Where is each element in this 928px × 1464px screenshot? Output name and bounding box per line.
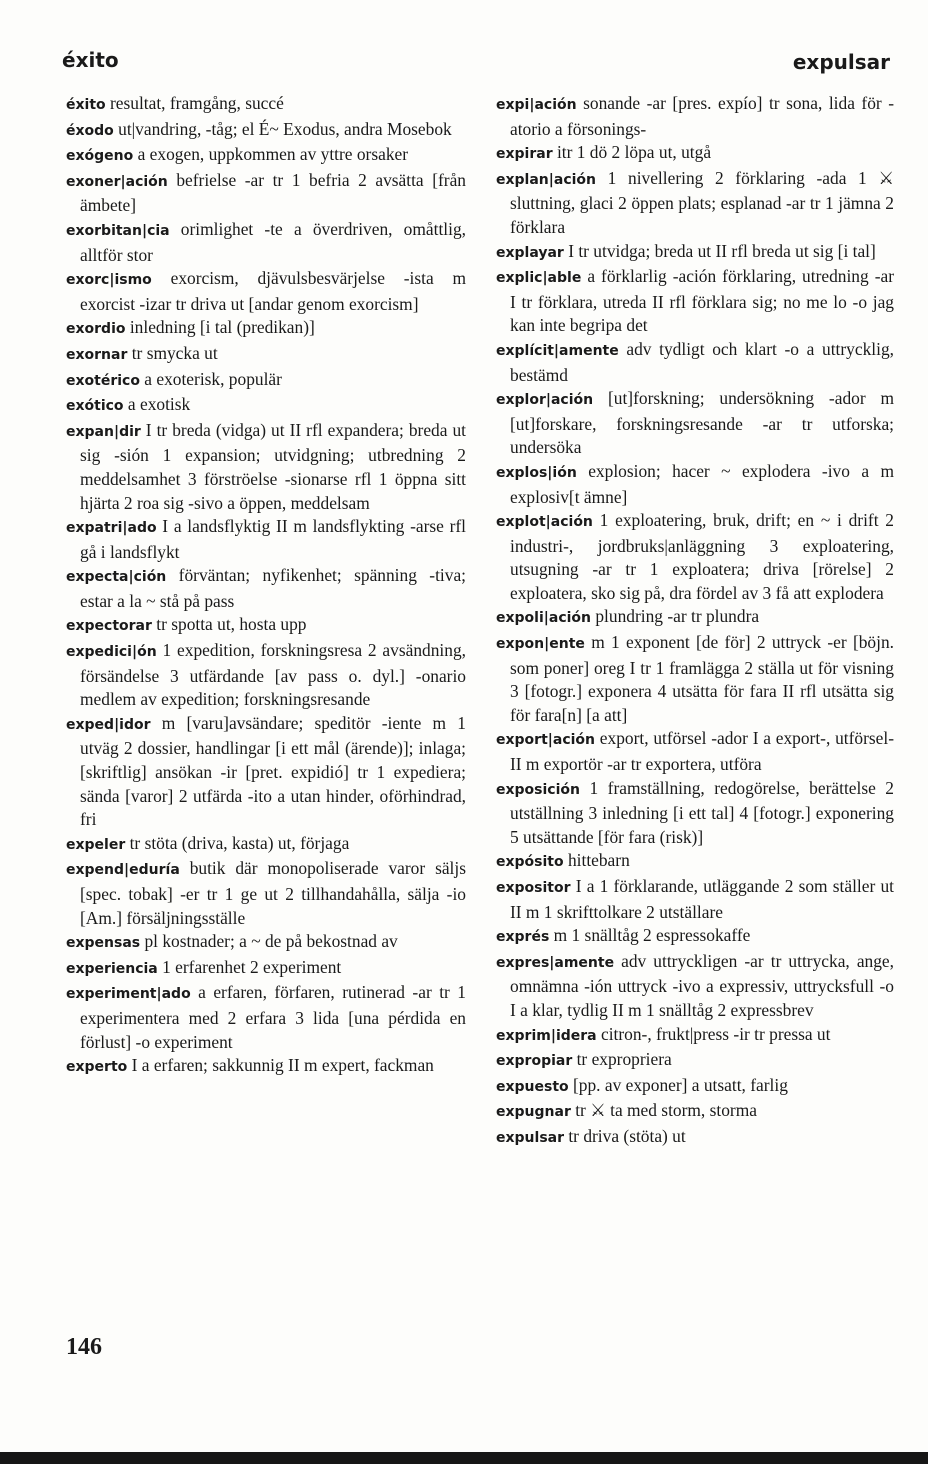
entry-headword: explos|ión xyxy=(496,464,577,481)
entry-headword: expi|ación xyxy=(496,97,577,113)
entry-headword: exposición xyxy=(496,781,580,798)
entry-definition: a exogen, uppkommen av yttre orsaker xyxy=(133,144,409,165)
entry-definition: a förklarlig -ación förklaring, utredning -ar I tr förklara, utreda II rfl förklara sig; no me lo -o jag kan inte begripa det xyxy=(510,266,894,336)
entry-headword: explot|ación xyxy=(496,514,593,531)
dictionary-entry xyxy=(496,727,894,776)
entry-headword: expositor xyxy=(496,880,571,896)
scan-edge xyxy=(0,1452,928,1464)
dictionary-entry xyxy=(66,639,466,712)
entry-headword: expres|amente xyxy=(496,954,615,971)
right-column xyxy=(496,92,894,1151)
entry-headword: expend|eduría xyxy=(66,862,180,879)
dictionary-entry xyxy=(66,267,466,316)
dictionary-entry xyxy=(496,338,894,387)
dictionary-entry xyxy=(496,950,894,1023)
entry-headword: expugnar xyxy=(496,1104,571,1121)
entry-definition: m [varu]avsändare; speditör -iente m 1 utväg 2 dossier, handlingar [i ett mål (ärende)]; inlaga; [skriftlig] ansökan -ir [pret. expidió] tr 1 expediera; sända [varor] 2 utfärda -ito a utan hinder, oförhindrad, fri xyxy=(80,712,466,830)
entry-definition: [pp. av exponer] a utsatt, farlig xyxy=(568,1074,788,1095)
entry-definition: exorcism, djävulsbesvärjelse -ista m exorcist -izar tr driva ut [andar genom exorcism] xyxy=(80,268,466,314)
dictionary-entry xyxy=(496,92,894,141)
entry-definition: befrielse -ar tr 1 befria 2 avsätta [från ämbete] xyxy=(80,169,466,216)
dictionary-entry xyxy=(496,849,894,875)
dictionary-entry xyxy=(496,605,894,631)
dictionary-entry xyxy=(66,92,466,118)
entry-headword: exógeno xyxy=(66,148,134,165)
entry-headword: exorbitan|cia xyxy=(66,222,170,239)
entry-definition: butik där monopoliserade varor säljs [spec. tobak] -er tr 1 ge ut 2 tillhandahålla, sälja -io [Am.] försäljningsställe xyxy=(80,858,466,928)
entry-definition: I a 1 förklarande, utläggande 2 som ställer ut II m 1 skrifttolkare 2 utställare xyxy=(510,876,894,922)
entry-definition: resultat, framgång, succé xyxy=(105,93,284,113)
entry-headword: exprés xyxy=(496,929,550,946)
entry-headword: expósito xyxy=(496,854,564,871)
entry-definition: export, utförsel -ador I a export-, utförsel- II m exportör -ar tr exportera, utföra xyxy=(510,728,894,775)
entry-headword: experiment|ado xyxy=(66,986,191,1003)
entry-definition: m 1 exponent [de för] 2 uttryck -er [böjn. som poner] oreg I tr 1 framlägga 2 ställa ut för visning 3 [fotogr.] exponera 4 utsätta för fara II rfl utsätta sig för fara[n] [a att] xyxy=(510,632,894,725)
page-number: 146 xyxy=(66,1334,102,1360)
entry-headword: expeler xyxy=(66,836,126,853)
entry-definition: [ut]forskning; undersökning -ador m [ut]forskare, forskningsresande -ar tr utforska; undersöka xyxy=(510,388,894,458)
dictionary-entry xyxy=(66,218,466,267)
entry-definition: itr 1 dö 2 löpa ut, utgå xyxy=(552,142,712,163)
entry-headword: éxodo xyxy=(66,122,114,139)
entry-headword: exped|idor xyxy=(66,716,151,733)
entry-headword: exótico xyxy=(66,398,124,415)
dictionary-entry xyxy=(66,515,466,564)
dictionary-entry xyxy=(496,167,894,240)
guide-word-left: éxito xyxy=(62,48,119,72)
entry-headword: éxito xyxy=(66,97,106,113)
entry-definition: citron-, frukt|press -ir tr pressa ut xyxy=(596,1023,831,1044)
entry-definition: I tr breda (vidga) ut II rfl expandera; breda ut sig -sión 1 expansion; utvidgning; utbredning 2 meddelsamhet 3 förströelse -sionarse rfl 1 öppna sitt hjärta 2 roa sig -sivo a öppen, meddelsam xyxy=(80,419,466,513)
entry-headword: expatri|ado xyxy=(66,520,157,537)
dictionary-entry xyxy=(66,368,466,394)
entry-headword: export|ación xyxy=(496,732,596,749)
entry-definition: 1 nivellering 2 förklaring -ada 1 ⚔ sluttning, glaci 2 öppen plats; esplanad -ar tr 1 jämna 2 förklara xyxy=(510,167,894,237)
entry-definition: inledning [i tal (predikan)] xyxy=(125,317,315,338)
dictionary-entry xyxy=(66,712,466,832)
entry-definition: I tr utvidga; breda ut II rfl breda ut sig [i tal] xyxy=(563,240,876,261)
dictionary-entry xyxy=(66,564,466,613)
dictionary-entry xyxy=(496,1125,894,1151)
entry-definition: adv tydligt och klart -o a uttrycklig, bestämd xyxy=(510,338,894,385)
dictionary-entry xyxy=(66,832,466,858)
dictionary-entry xyxy=(496,141,894,167)
entry-definition: förväntan; nyfikenhet; spänning -tiva; estar a la ~ stå på pass xyxy=(80,565,466,611)
entry-headword: expulsar xyxy=(496,1129,564,1146)
entry-headword: expon|ente xyxy=(496,636,585,653)
entry-definition: tr expropriera xyxy=(572,1049,672,1070)
dictionary-entry xyxy=(496,1048,894,1074)
entry-headword: explic|able xyxy=(496,270,582,287)
entry-definition: explosion; hacer ~ explodera -ivo a m explosiv[t ämne] xyxy=(510,460,894,507)
entry-headword: experiencia xyxy=(66,960,158,977)
entry-definition: tr spotta ut, hosta upp xyxy=(151,614,307,635)
entry-definition: adv uttryckligen -ar tr uttrycka, ange, omnämna -ión uttryck -ivo a expressiv, uttrycksfull -o I a klar, tydlig II m 1 snälltåg 2 expressbrev xyxy=(510,950,894,1020)
entry-definition: a exotisk xyxy=(123,394,191,415)
dictionary-entry xyxy=(66,857,466,930)
dictionary-entry xyxy=(496,631,894,727)
entry-definition: 1 framställning, redogörelse, berättelse 2 utställning 3 inledning [i ett tal] 4 [fotogr.] exponering 5 utsättande [för fara (risk)] xyxy=(510,777,894,847)
entry-headword: exornar xyxy=(66,346,128,363)
dictionary-entry xyxy=(496,265,894,338)
entry-definition: ut|vandring, -tåg; el É~ Exodus, andra Mosebok xyxy=(113,118,452,139)
dictionary-entry xyxy=(66,118,466,144)
entry-definition: hittebarn xyxy=(563,850,630,871)
dictionary-entry xyxy=(66,169,466,218)
entry-headword: explan|ación xyxy=(496,171,597,188)
entry-definition: m 1 snälltåg 2 espressokaffe xyxy=(549,925,751,946)
dictionary-entry xyxy=(496,1023,894,1049)
dictionary-entry xyxy=(66,316,466,342)
dictionary-entry xyxy=(496,924,894,950)
entry-headword: expoli|ación xyxy=(496,610,592,627)
entry-definition: 1 expedition, forskningsresa 2 avsändning, försändelse 3 utfärdande [av pass o. dyl.] -onario medlem av expedition; forskningsresande xyxy=(80,640,466,710)
dictionary-entry xyxy=(496,1074,894,1100)
entry-definition: tr driva (stöta) ut xyxy=(564,1125,686,1146)
dictionary-entry xyxy=(66,393,466,419)
entry-headword: expensas xyxy=(66,935,141,952)
entry-headword: exordio xyxy=(66,321,126,338)
left-column xyxy=(66,92,466,1080)
entry-headword: expan|dir xyxy=(66,423,141,440)
entry-definition: I a erfaren; sakkunnig II m expert, fackman xyxy=(127,1055,434,1076)
entry-headword: experto xyxy=(66,1059,128,1076)
dictionary-entry xyxy=(496,387,894,460)
entry-headword: explayar xyxy=(496,244,564,261)
dictionary-entry xyxy=(496,240,894,266)
entry-definition: sonande -ar [pres. expío] tr sona, lida för -atorio a försonings- xyxy=(510,93,894,139)
dictionary-entry xyxy=(66,613,466,639)
entry-headword: exorc|ismo xyxy=(66,272,152,289)
dictionary-entry xyxy=(66,930,466,956)
entry-definition: pl kostnader; a ~ de på bekostnad av xyxy=(140,931,398,952)
entry-headword: expuesto xyxy=(496,1078,569,1095)
dictionary-entry xyxy=(66,342,466,368)
entry-headword: exotérico xyxy=(66,372,140,389)
dictionary-entry xyxy=(496,460,894,509)
entry-headword: expecta|ción xyxy=(66,569,167,586)
entry-definition: 1 exploatering, bruk, drift; en ~ i drift 2 industri-, jordbruks|anläggning 3 exploatering, utsugning -ar tr 1 exploatera; driva [rörelse] 2 exploatera, sko sig på, dra fördel av 3 få att explodera xyxy=(510,510,894,603)
entry-definition: tr stöta (driva, kasta) ut, förjaga xyxy=(125,832,350,853)
entry-definition: tr smycka ut xyxy=(127,342,218,363)
dictionary-entry xyxy=(496,777,894,850)
entry-headword: expedici|ón xyxy=(66,644,157,661)
dictionary-entry xyxy=(66,981,466,1054)
entry-definition: I a landsflyktig II m landsflykting -arse rfl gå i landsflykt xyxy=(80,516,466,562)
dictionary-entry xyxy=(496,1099,894,1125)
entry-headword: exprim|idera xyxy=(496,1027,597,1044)
entry-headword: expropiar xyxy=(496,1053,573,1070)
dictionary-entry xyxy=(66,956,466,982)
entry-headword: explícit|amente xyxy=(496,342,619,359)
dictionary-entry xyxy=(496,875,894,924)
entry-headword: expectorar xyxy=(66,618,152,635)
guide-word-right: expulsar xyxy=(792,50,890,74)
entry-definition: a erfaren, förfaren, rutinerad -ar tr 1 experimentera med 2 erfara 3 lida [una pérdida en förlust] -o experiment xyxy=(80,982,466,1052)
entry-definition: orimlighet -te a överdriven, omåttlig, alltför stor xyxy=(80,218,466,265)
entry-definition: plundring -ar tr plundra xyxy=(591,606,760,627)
dictionary-entry xyxy=(66,419,466,515)
dictionary-entry xyxy=(66,143,466,169)
dictionary-entry xyxy=(496,509,894,605)
entry-definition: a exoterisk, populär xyxy=(139,368,282,389)
entry-headword: exoner|ación xyxy=(66,173,168,190)
entry-definition: 1 erfarenhet 2 experiment xyxy=(157,956,342,977)
entry-headword: expirar xyxy=(496,146,553,163)
entry-definition: tr ⚔ ta med storm, storma xyxy=(570,1100,757,1121)
entry-headword: explor|ación xyxy=(496,392,594,409)
dictionary-entry xyxy=(66,1054,466,1080)
